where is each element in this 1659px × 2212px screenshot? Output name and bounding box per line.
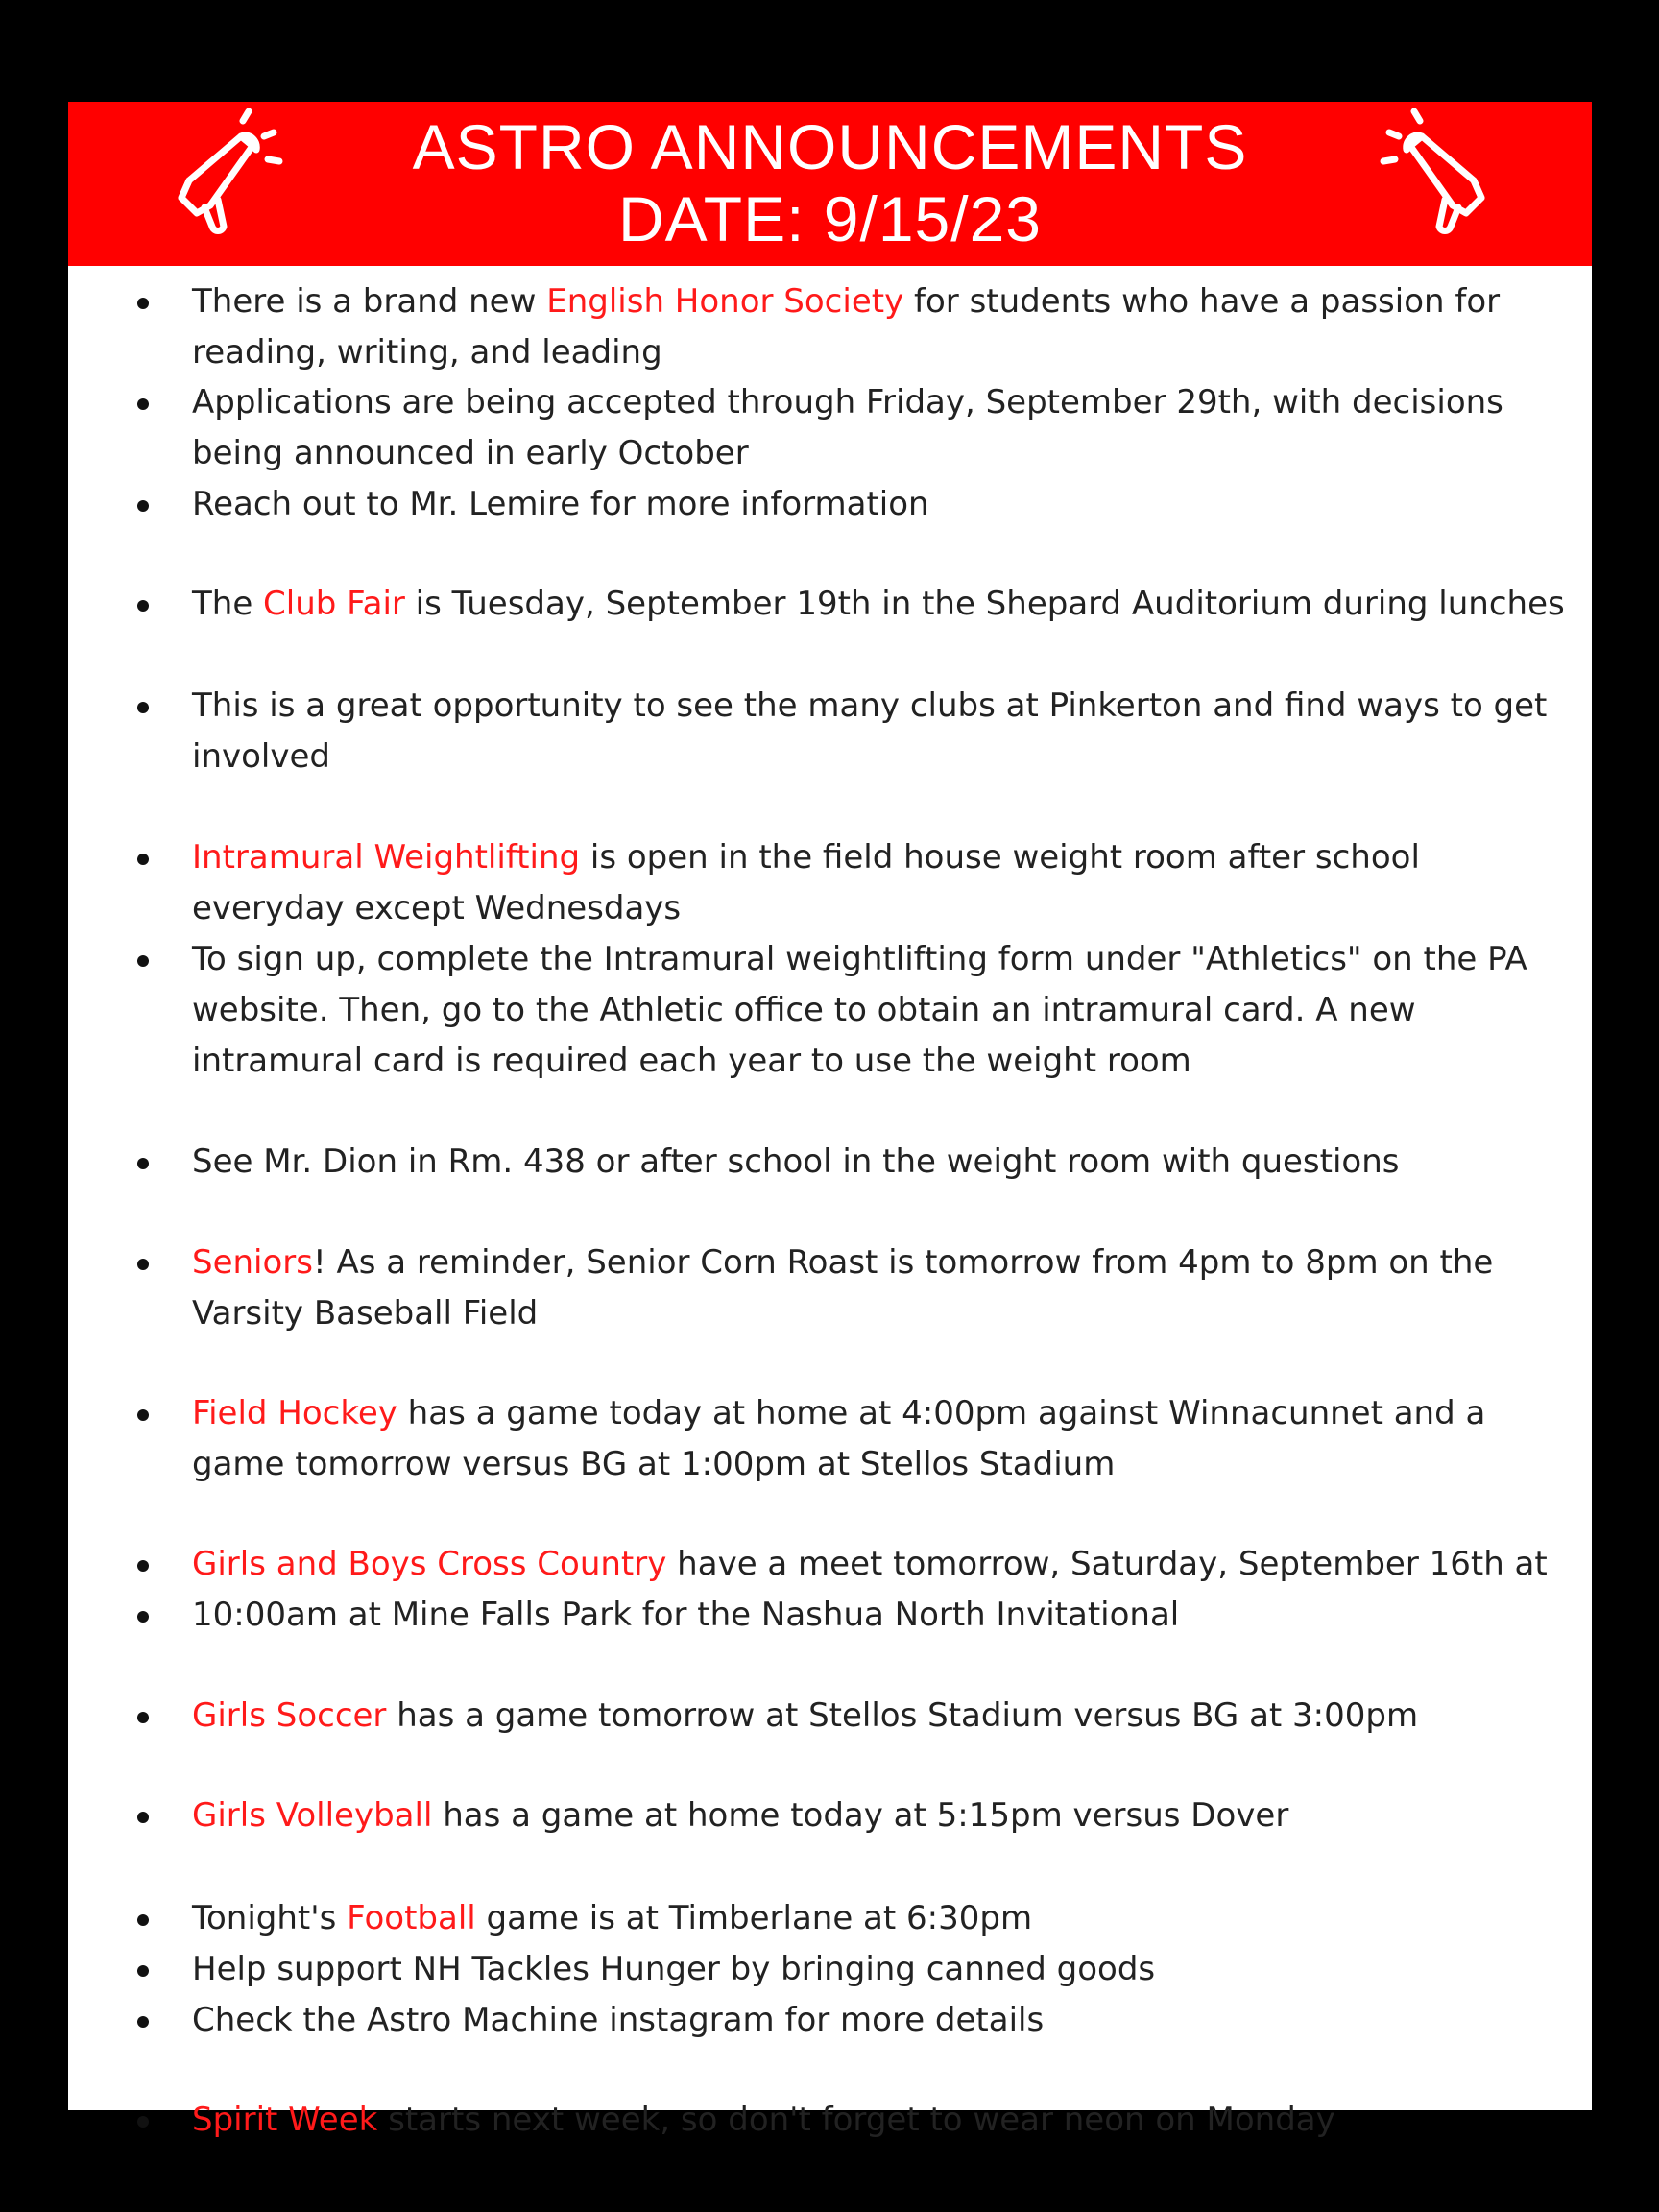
list-item (192, 579, 1575, 630)
bullet-dot (137, 1409, 149, 1421)
item-text: There is a brand new (192, 282, 547, 321)
item-highlight: Girls Volleyball (192, 1796, 433, 1835)
item-text: starts next week, so don't forget to wear neon on Monday (377, 2101, 1335, 2139)
list-item (192, 1944, 1575, 1995)
item-text: game is at Timberlane at 6:30pm (475, 1899, 1033, 1937)
bullet-dot (137, 854, 149, 865)
bullet-dot (137, 1812, 149, 1823)
item-text: Applications are being accepted through Friday, September 29th, with decisions being announced in early October (192, 383, 1503, 472)
item-highlight: Spirit Week (192, 2101, 378, 2139)
bullet-dot (137, 1560, 149, 1572)
list-item (192, 1995, 1575, 2046)
announcement-sheet (68, 102, 1592, 2139)
bullet-dot (137, 1965, 149, 1977)
item-highlight: Intramural Weightlifting (192, 838, 581, 877)
bullet-dot (137, 1158, 149, 1169)
item-text: for students who have a passion for reading, writing, and leading (192, 282, 1501, 372)
bullet-dot (137, 2116, 149, 2128)
bullet-dot (137, 298, 149, 309)
list-item (192, 681, 1575, 782)
list-item (192, 1691, 1575, 1742)
item-text: has a game at home today at 5:15pm versus Dover (432, 1796, 1289, 1835)
list-item (192, 832, 1575, 934)
item-text: is Tuesday, September 19th in the Shepard Auditorium during lunches (404, 585, 1565, 623)
item-highlight: Girls Soccer (192, 1696, 387, 1735)
item-text: has a game today at home at 4:00pm against Winnacunnet and a game tomorrow versus BG at 1:00pm at Stellos Stadium (192, 1394, 1486, 1483)
item-text: See Mr. Dion in Rm. 438 or after school in the weight room with questions (192, 1142, 1400, 1181)
list-item (192, 377, 1575, 479)
bullet-dot (137, 1914, 149, 1926)
megaphone-icon (1364, 108, 1508, 252)
item-highlight: Club Fair (263, 585, 405, 623)
list-item (192, 1137, 1575, 1188)
bullet-dot (137, 1611, 149, 1623)
list-item (192, 1539, 1575, 1590)
list-item (192, 276, 1575, 378)
bullet-dot (137, 2016, 149, 2028)
item-text: ! As a reminder, Senior Corn Roast is tomorrow from 4pm to 8pm on the Varsity Baseball Field (192, 1243, 1494, 1333)
item-text: The (192, 585, 264, 623)
list-item (192, 479, 1575, 530)
item-text: This is a great opportunity to see the many clubs at Pinkerton and find ways to get involved (192, 686, 1548, 776)
list-item (192, 1388, 1575, 1490)
item-text: Tonight's (192, 1899, 348, 1937)
bullet-dot (137, 1712, 149, 1723)
page-title: ASTRO ANNOUNCEMENTS (412, 111, 1248, 182)
list-item (192, 1791, 1575, 1841)
bullet-dot (137, 600, 149, 612)
header-banner (68, 102, 1592, 266)
item-highlight: Seniors (192, 1243, 313, 1282)
list-item (192, 1238, 1575, 1339)
item-text: Help support NH Tackles Hunger by bringing canned goods (192, 1950, 1156, 1988)
item-highlight: Football (347, 1899, 476, 1937)
item-highlight: Field Hockey (192, 1394, 397, 1432)
bullet-dot (137, 500, 149, 512)
item-text: To sign up, complete the Intramural weightlifting form under "Athletics" on the PA website. Then, go to the Athletic office to obtain an intramural card. A new intramural card is required each year to use the weight room (192, 940, 1527, 1080)
item-text: 10:00am at Mine Falls Park for the Nashua North Invitational (192, 1596, 1180, 1634)
list-item (192, 2095, 1575, 2146)
bullet-dot (137, 1259, 149, 1270)
item-text: have a meet tomorrow, Saturday, September 16th at (666, 1545, 1548, 1583)
bullet-dot (137, 398, 149, 410)
item-text: Reach out to Mr. Lemire for more information (192, 485, 929, 523)
item-highlight: English Honor Society (546, 282, 904, 321)
list-item (192, 1590, 1575, 1641)
bullet-dot (137, 955, 149, 967)
date-line: DATE: 9/15/23 (617, 183, 1042, 254)
item-text: is open in the field house weight room after school everyday except Wednesdays (192, 838, 1420, 927)
bullet-dot (137, 702, 149, 713)
item-highlight: Girls and Boys Cross Country (192, 1545, 667, 1583)
list-item (192, 934, 1575, 1087)
list-item (192, 1893, 1575, 1944)
item-text: has a game tomorrow at Stellos Stadium versus BG at 3:00pm (386, 1696, 1419, 1735)
item-text: Check the Astro Machine instagram for more details (192, 2001, 1045, 2039)
